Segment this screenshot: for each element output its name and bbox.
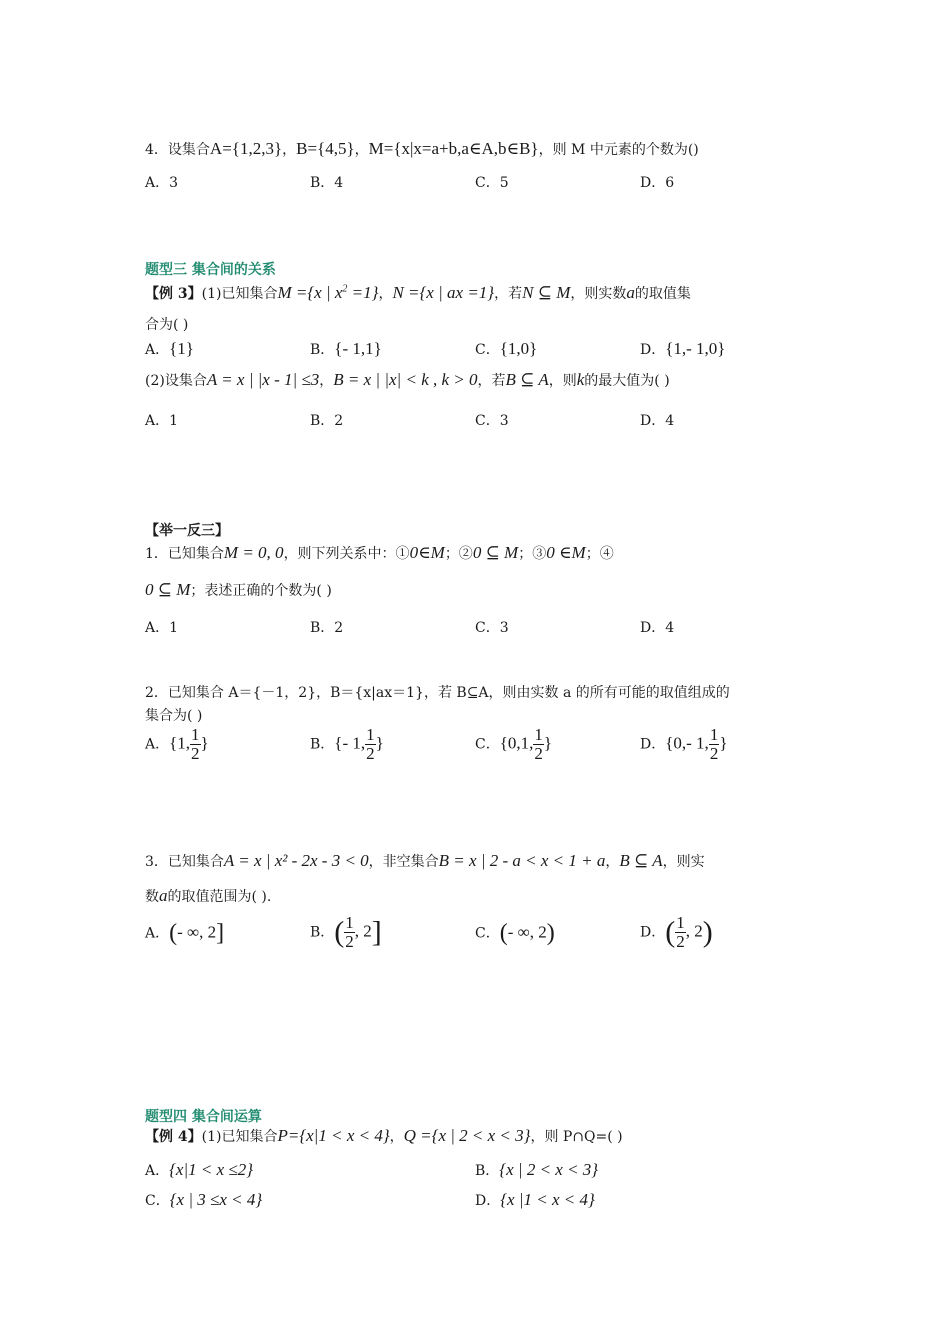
q4-option-d: D．6 xyxy=(640,175,675,191)
practice-q1-suffix: ；表述正确的个数为( ) xyxy=(190,583,332,599)
q4-set-b: B={4,5} xyxy=(296,139,355,158)
ex3-p2-option-c: C．3 xyxy=(475,413,509,429)
practice-q3-set-a: A = x | x² - 2x - 3 < 0 xyxy=(223,851,369,870)
practice-q3-option-b: B．( $\frac{1}{2}$ , 2] xyxy=(310,913,382,951)
q4-set-m: M={x|x=a+b,a∈A,b∈B} xyxy=(368,139,539,158)
practice-q1-rel2: 0 ⊆ M xyxy=(472,543,519,562)
practice-q1-option-b: B．2 xyxy=(310,620,344,636)
practice-q1-stem xyxy=(145,543,614,563)
practice-q3-line2 xyxy=(145,886,271,906)
ex4-suffix: ，则 P∩Q=( ) xyxy=(530,1129,623,1145)
ex3-p1-sep: ， xyxy=(378,286,393,302)
section-heading-3: 题型三 集合间的关系 xyxy=(145,262,276,278)
q4-prefix: 4．设集合 xyxy=(145,142,210,158)
practice-q2-option-d: D．{0,- 1, $\frac{1}{2}$ } xyxy=(640,725,728,763)
practice-q2-option-a: A．{1, $\frac{1}{2}$ } xyxy=(145,725,209,763)
ex3-p1-set-m: M ={x | $x^2 =1$} xyxy=(277,283,379,302)
ex4-set-q: Q ={x | 2 < x < 3} xyxy=(403,1126,531,1145)
ex3-p2-set-a: A = x | |x - 1| ≤3 xyxy=(206,370,320,389)
q4-sep2: ， xyxy=(354,142,369,158)
ex3-p2-option-a: A．1 xyxy=(145,413,179,429)
practice-q1-option-c: C．3 xyxy=(475,620,509,636)
practice-q3-option-d: D．( $\frac{1}{2}$ , 2) xyxy=(640,913,713,951)
practice-q3-suffix: ，则实 xyxy=(662,854,705,870)
ex4-option-b: B．{x | 2 < x < 3} xyxy=(475,1160,599,1179)
ex3-part1-stem xyxy=(145,283,691,303)
practice-q3-option-c: C．(- ∞, 2) xyxy=(475,920,555,946)
ex3-p1-option-d: D．{1,- 1,0} xyxy=(640,339,726,358)
ex3-p1-set-n: N ={x | ax =1} xyxy=(392,283,495,302)
practice-q1-sep4: ；④ xyxy=(585,546,614,562)
ex4-option-c: C．{x | 3 ≤x < 4} xyxy=(145,1190,263,1209)
practice-q1-set-m: M = 0, 0 xyxy=(223,543,284,562)
practice-q2-line1: 2．已知集合 A＝{－1，2}，B＝{x|ax＝1}，若 B⊆A，则由实数 a 的所有可能的取值组成的 xyxy=(145,685,730,701)
practice-title: 【举一反三】 xyxy=(145,523,229,539)
practice-q1-rel1: 0∈M xyxy=(409,543,445,562)
ex3-p1-option-a: A．{1} xyxy=(145,339,194,358)
ex3-p1-option-b: B．{- 1,1} xyxy=(310,339,382,358)
q4-option-a: A．3 xyxy=(145,175,179,191)
ex3-p2-option-b: B．2 xyxy=(310,413,344,429)
practice-q3-stem xyxy=(145,851,705,871)
q4-suffix: ，则 M 中元素的个数为() xyxy=(538,142,699,158)
ex3-p1-mid: ，若 xyxy=(494,286,523,302)
practice-q2-option-b: B．{- 1, $\frac{1}{2}$ } xyxy=(310,725,384,763)
ex3-p2-sep: ， xyxy=(319,373,334,389)
ex3-p2-set-b: B = x | |x| < k , k > 0 xyxy=(333,370,478,389)
ex3-p2-suffix: 的最大值为( ) xyxy=(584,373,670,389)
ex3-p1-prefix: (1)已知集合 xyxy=(201,286,278,302)
practice-q1-mid: ，则下列关系中：① xyxy=(283,546,410,562)
q4-option-c: C．5 xyxy=(475,175,509,191)
ex3-p2-relation: B ⊆ A xyxy=(505,370,549,389)
practice-q3-relation: B ⊆ A xyxy=(619,851,663,870)
practice-q3-line2-pre: 数 xyxy=(145,889,159,905)
ex3-p2-prefix: (2)设集合 xyxy=(145,373,207,389)
ex4-option-a: A．{x|1 < x ≤2} xyxy=(145,1160,254,1179)
ex3-p2-var: k xyxy=(576,370,585,389)
practice-q3-var: a xyxy=(159,886,168,905)
ex4-sep: ， xyxy=(389,1129,404,1145)
practice-q3-line2-suffix: 的取值范围为( ). xyxy=(167,889,272,905)
practice-q2-option-c: C．{0,1, $\frac{1}{2}$ } xyxy=(475,725,553,763)
ex3-p1-relation: N ⊆ M xyxy=(522,283,571,302)
ex3-p2-mid2: ，则 xyxy=(548,373,577,389)
ex3-label: 【例 3】 xyxy=(145,286,202,302)
ex3-p2-option-d: D．4 xyxy=(640,413,675,429)
q4-set-a: A={1,2,3} xyxy=(209,139,283,158)
ex3-p1-var: a xyxy=(626,283,635,302)
practice-q3-set-b: B = x | 2 - a < x < 1 + a xyxy=(438,851,606,870)
q4-sep1: ， xyxy=(282,142,297,158)
q4-option-b: B．4 xyxy=(310,175,344,191)
practice-q1-option-d: D．4 xyxy=(640,620,675,636)
ex4-label: 【例 4】 xyxy=(145,1129,202,1145)
section-heading-4: 题型四 集合间运算 xyxy=(145,1109,262,1125)
practice-q1-line2 xyxy=(145,580,332,600)
ex3-p2-mid: ，若 xyxy=(477,373,506,389)
practice-q1-sep2: ；② xyxy=(444,546,473,562)
ex3-p1-mid2: ，则实数 xyxy=(570,286,627,302)
ex3-p1-option-c: C．{1,0} xyxy=(475,339,538,358)
practice-q1-sep3: ；③ xyxy=(518,546,547,562)
ex3-p1-line2: 合为( ) xyxy=(145,317,189,333)
practice-q1-prefix: 1．已知集合 xyxy=(145,546,224,562)
ex4-stem xyxy=(145,1126,623,1146)
practice-q3-sep: ， xyxy=(605,854,620,870)
q4-stem xyxy=(145,139,699,159)
ex3-part2-stem xyxy=(145,370,670,390)
practice-q1-rel4: 0 ⊆ M xyxy=(145,580,191,599)
ex4-option-d: D．{x |1 < x < 4} xyxy=(475,1190,595,1209)
ex3-p1-suffix: 的取值集 xyxy=(634,286,691,302)
ex4-prefix: (1)已知集合 xyxy=(201,1129,278,1145)
practice-q3-prefix: 3．已知集合 xyxy=(145,854,224,870)
practice-q2-line2: 集合为( ) xyxy=(145,708,203,724)
practice-q1-rel3: 0 ∈M xyxy=(546,543,586,562)
ex4-set-p: P={x|1 < x < 4} xyxy=(277,1126,390,1145)
practice-q3-option-a: A．(- ∞, 2] xyxy=(145,920,225,946)
practice-q1-option-a: A．1 xyxy=(145,620,179,636)
practice-q3-mid: ，非空集合 xyxy=(368,854,439,870)
